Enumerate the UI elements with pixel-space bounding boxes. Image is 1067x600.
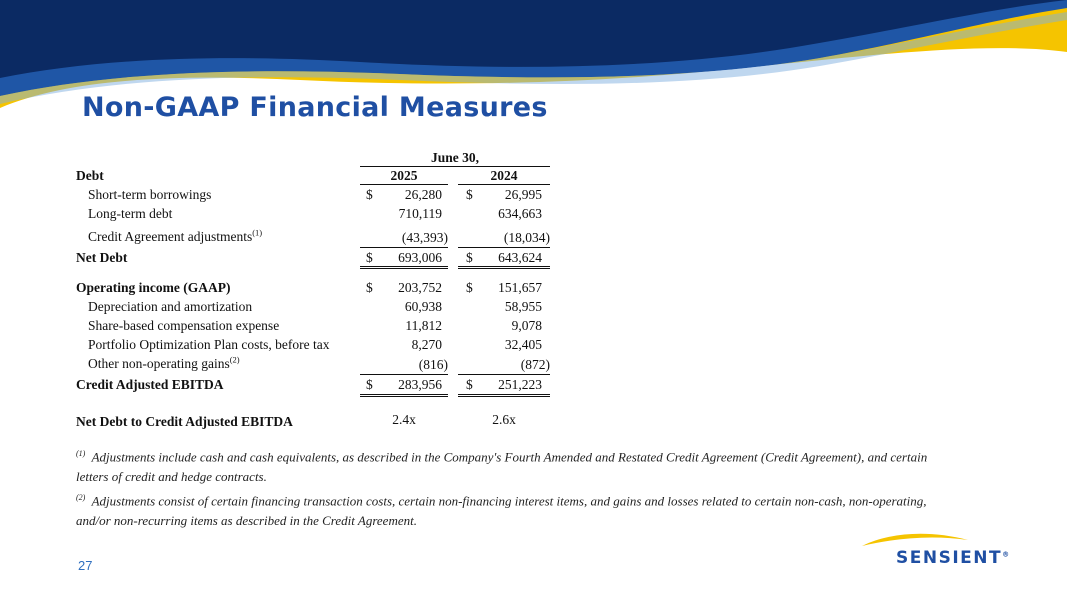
currency-symbol: $ (366, 377, 373, 392)
header-rule (360, 166, 550, 167)
page-title: Non-GAAP Financial Measures (82, 92, 548, 123)
ratio-label: Net Debt to Credit Adjusted EBITDA (76, 414, 293, 429)
subtotal-rule-2024 (458, 374, 550, 375)
row-label: Long-term debt (88, 206, 173, 221)
net-debt-2024: 643,624 (498, 250, 542, 265)
value-2024: 32,405 (504, 337, 542, 352)
operating-income-label: Operating income (GAAP) (76, 280, 231, 295)
subtotal-rule-2024 (458, 247, 550, 248)
value-2025: 26,280 (404, 187, 442, 202)
column-2024: 2024 (490, 168, 518, 183)
total-rule-2024-b (458, 396, 550, 397)
total-rule-2024-b (458, 268, 550, 269)
value-2024: (18,034) (503, 230, 550, 245)
value-2024: 26,995 (504, 187, 542, 202)
value-2025: 710,119 (398, 206, 442, 221)
value-2025: 11,812 (405, 318, 442, 333)
ratio-2025: 2.4x (392, 412, 416, 427)
footnote-1 (76, 444, 956, 487)
total-rule-2025-a (360, 394, 448, 395)
total-rule-2024-a (458, 394, 550, 395)
currency-symbol: $ (366, 250, 373, 265)
footnote-marker: (2) (229, 354, 240, 365)
footnote-text: Adjustments include cash and cash equivalents, as described in the Company's Fourth Amended and Restated Credit Agreement (Credit Agreement), and certain letters of credit and hedge contracts. (76, 449, 928, 485)
net-debt-2025: 693,006 (398, 250, 442, 265)
value-2024: 58,955 (504, 299, 542, 314)
footnote-2 (76, 488, 956, 531)
row-label (88, 229, 262, 245)
total-rule-2025-b (360, 268, 448, 269)
footnote-marker: (1) (252, 227, 263, 238)
currency-symbol: $ (366, 280, 373, 295)
page-number: 27 (78, 558, 93, 573)
total-rule-2025-b (360, 396, 448, 397)
value-2024: 9,078 (511, 318, 542, 333)
subtotal-rule-2025 (360, 374, 448, 375)
value-2024: (872) (520, 357, 550, 372)
total-rule-2024-a (458, 266, 550, 267)
net-debt-label: Net Debt (76, 250, 128, 265)
col-rule-2024 (458, 184, 550, 185)
value-2025: 203,752 (398, 280, 442, 295)
total-rule-2025-a (360, 266, 448, 267)
currency-symbol: $ (466, 187, 473, 202)
value-2025: (43,393) (401, 230, 448, 245)
currency-symbol: $ (466, 250, 473, 265)
row-label-text: Other non-operating gains (88, 356, 230, 371)
subtotal-rule-2025 (360, 247, 448, 248)
ebitda-2024: 251,223 (498, 377, 542, 392)
logo-wordmark: SENSIENT (896, 548, 1003, 568)
period-header: June 30, (430, 150, 479, 165)
row-label: Depreciation and amortization (88, 299, 253, 314)
footnote-marker: (2) (76, 493, 86, 502)
row-label (88, 356, 240, 372)
ratio-2024: 2.6x (492, 412, 516, 427)
row-label-text: Credit Agreement adjustments (88, 229, 253, 244)
footnote-text: Adjustments consist of certain financing transaction costs, certain non-financing interest items, and gains and losses related to certain non-cash, non-operating, and/or non-recurring items as described in the Credit Agreement. (76, 493, 927, 529)
currency-symbol: $ (466, 280, 473, 295)
col-rule-2025 (360, 184, 448, 185)
sensient-logo (896, 548, 1011, 568)
value-2025: 60,938 (404, 299, 442, 314)
row-label: Share-based compensation expense (88, 318, 280, 333)
value-2025: 8,270 (411, 337, 442, 352)
row-label: Short-term borrowings (88, 187, 212, 202)
row-label: Portfolio Optimization Plan costs, before tax (88, 337, 330, 352)
value-2024: 634,663 (498, 206, 542, 221)
currency-symbol: $ (466, 377, 473, 392)
ebitda-2025: 283,956 (398, 377, 442, 392)
registered-mark: ® (1002, 550, 1011, 559)
credit-adjusted-ebitda-label: Credit Adjusted EBITDA (76, 377, 224, 392)
column-2025: 2025 (390, 168, 418, 183)
value-2025: (816) (418, 357, 448, 372)
currency-symbol: $ (366, 187, 373, 202)
debt-heading: Debt (76, 168, 104, 183)
footnote-marker: (1) (76, 449, 86, 458)
value-2024: 151,657 (498, 280, 542, 295)
